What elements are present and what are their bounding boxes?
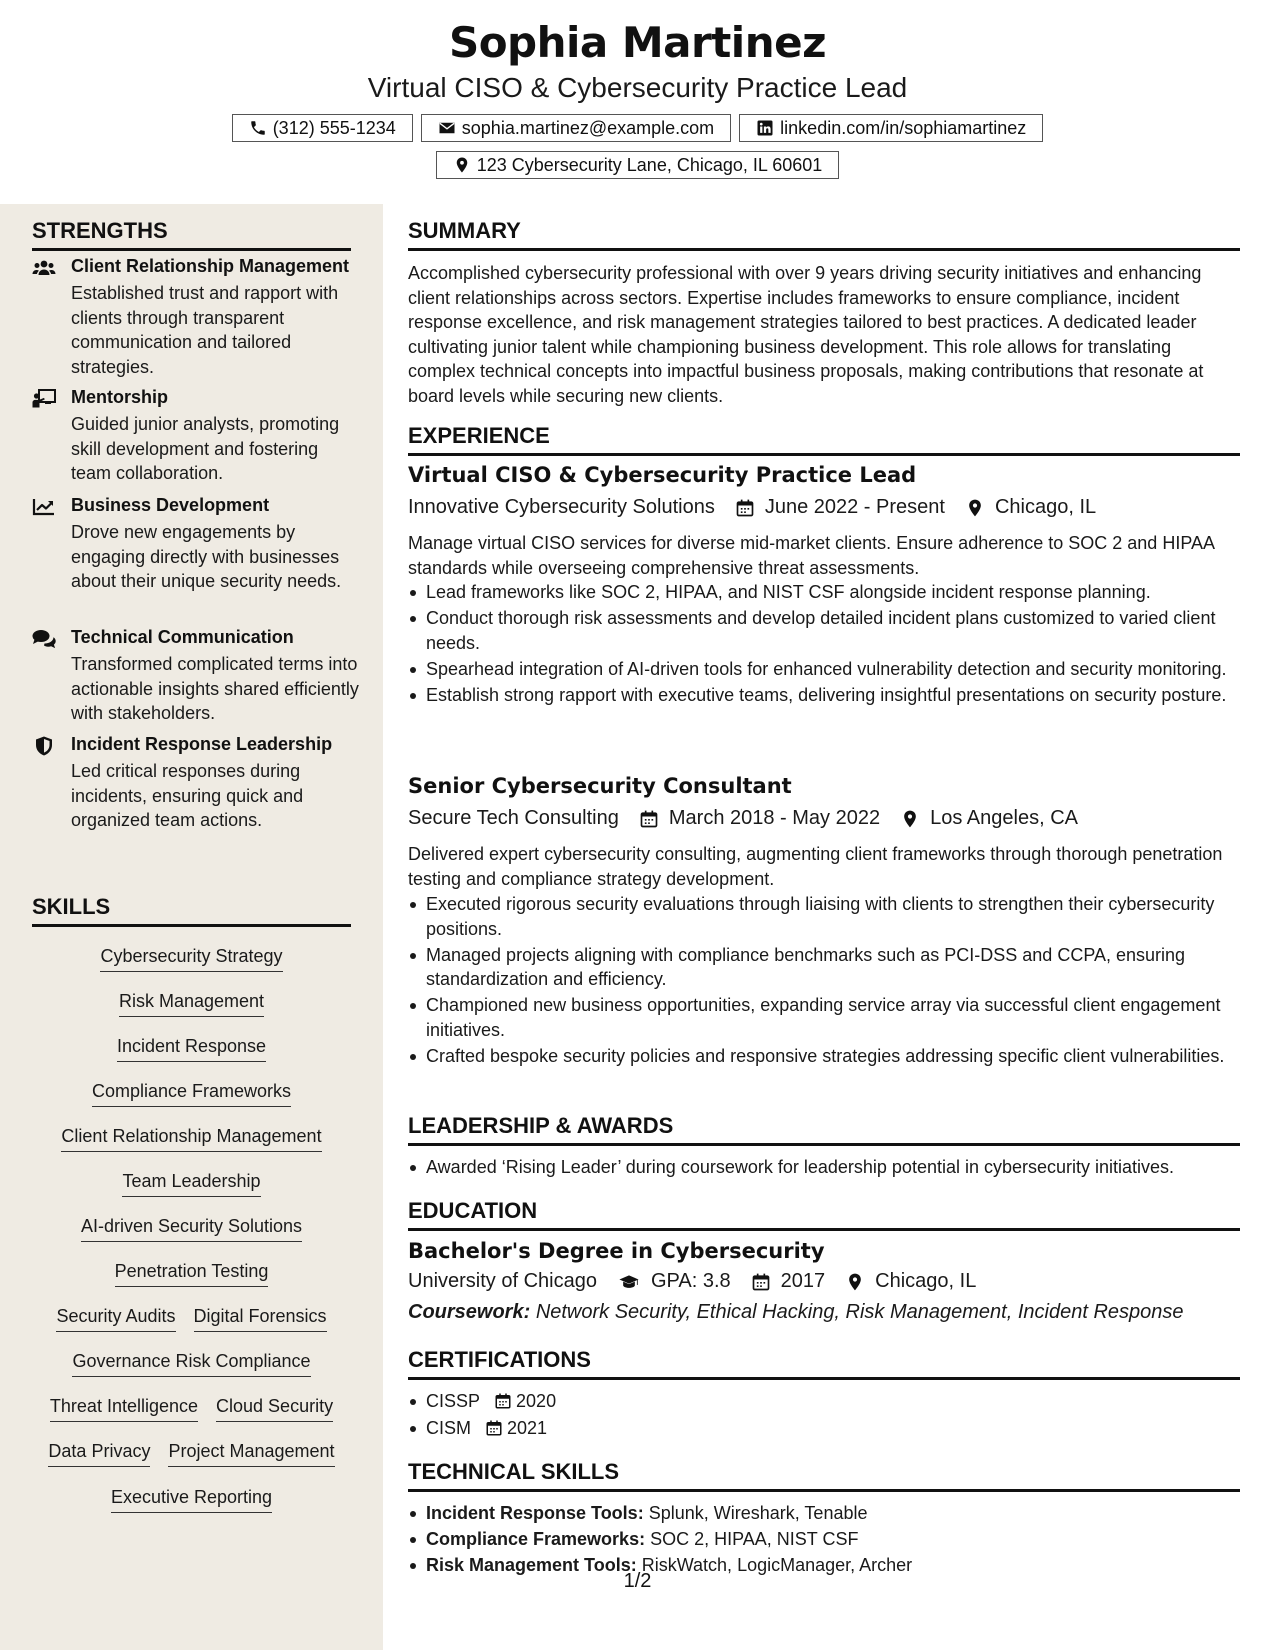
certifications-list [408,1389,1240,1442]
job-dates: June 2022 - Present [764,496,945,518]
job-bullet: Establish strong rapport with executive teams, delivering insightful presentations on security posture. [426,683,1240,708]
certification-item [426,1416,1240,1441]
skill-tag: Governance Risk Compliance [72,1351,310,1377]
calendar-icon [494,1392,512,1410]
contact-row [0,114,1275,142]
summary-heading: SUMMARY [408,218,1240,251]
strength-title: Technical Communication [71,627,294,647]
job-dates: March 2018 - May 2022 [668,807,881,829]
users-icon [32,258,56,278]
job-bullet: Conduct thorough risk assessments and develop detailed incident plans customized to varied client needs. [426,606,1240,655]
skill-tag: Compliance Frameworks [92,1081,291,1107]
leadership-list [408,1155,1240,1181]
job-bullets [408,580,1240,709]
coursework-label: Coursework: [408,1301,531,1323]
phone-chip[interactable] [232,114,413,142]
candidate-title: Virtual CISO & Cybersecurity Practice Lead [367,72,908,103]
linkedin-icon [756,119,774,137]
phone-text: (312) 555-1234 [272,117,396,138]
map-marker-icon [845,1272,865,1292]
skill-tag: Digital Forensics [194,1306,327,1332]
skill-tag: Data Privacy [48,1441,150,1467]
certification-name: CISSP [426,1391,481,1411]
linkedin-chip[interactable] [739,114,1043,142]
strength-title: Incident Response Leadership [71,734,333,754]
map-marker-icon [965,498,985,518]
certifications-heading: CERTIFICATIONS [408,1347,1240,1380]
certification-name: CISM [426,1417,471,1438]
job-bullet: Executed rigorous security evaluations through liaising with clients to strengthen their cybersecurity positions. [426,892,1240,941]
skill-tag: AI-driven Security Solutions [81,1216,302,1242]
phone-icon [249,119,267,137]
envelope-icon [438,119,456,137]
skill-tag: Penetration Testing [115,1261,269,1287]
skill-tag: Security Audits [56,1306,175,1332]
company-name: Innovative Cybersecurity Solutions [408,496,715,518]
education-heading: EDUCATION [408,1198,1240,1231]
technical-skill-value: SOC 2, HIPAA, NIST CSF [650,1529,859,1549]
certification-item [426,1389,1240,1414]
sidebar [0,204,383,1650]
job-meta [408,496,1096,519]
skill-tag: Executive Reporting [111,1487,272,1513]
technical-skill-label: Compliance Frameworks: [426,1529,646,1549]
technical-skill-value: Splunk, Wireshark, Tenable [648,1503,868,1523]
job-bullet: Managed projects aligning with compliance benchmarks such as PCI-DSS and CCPA, ensuring standardization and efficiency. [426,943,1240,992]
technical-skill-label: Risk Management Tools: [426,1555,637,1575]
email-chip[interactable] [421,114,731,142]
gpa: GPA: 3.8 [650,1270,731,1292]
calendar-icon [751,1272,771,1292]
linkedin-text: linkedin.com/in/sophiamartinez [780,117,1027,138]
strength-description: Led critical responses during incidents, ensuring quick and organized team actions. [71,761,304,830]
strength-description: Guided junior analysts, promoting skill development and fostering team collaboration. [71,414,340,483]
leadership-heading: LEADERSHIP & AWARDS [408,1113,1240,1146]
graduation-cap-icon [617,1272,641,1292]
strength-description: Established trust and rapport with clients through transparent communication and tailored strategies. [71,283,339,377]
skill-tag: Incident Response [117,1036,266,1062]
address-text: 123 Cybersecurity Lane, Chicago, IL 60601 [476,154,823,175]
shield-icon [32,736,56,756]
skill-tag: Cybersecurity Strategy [100,946,282,972]
skills-heading: SKILLS [32,894,351,927]
skill-tag: Team Leadership [122,1171,260,1197]
certification-year: 2020 [516,1391,557,1411]
technical-skills-heading: TECHNICAL SKILLS [408,1459,1240,1492]
job-bullet: Lead frameworks like SOC 2, HIPAA, and NIST CSF alongside incident response planning. [426,580,1240,605]
coursework-list: Network Security, Ethical Hacking, Risk Management, Incident Response [535,1301,1184,1323]
education-location: Chicago, IL [875,1270,977,1292]
graduation-year: 2017 [780,1270,826,1292]
job-title: Virtual CISO & Cybersecurity Practice Lead [408,463,917,487]
summary-text: Accomplished cybersecurity professional with over 9 years driving security initiatives and enhancing client relationships across sectors. Expertise includes frameworks to ensure compliance, incident response excellence, and risk management strategies tailored to best practices. A dedicated leader cultivating junior talent while championing business development. This role allows for translating complex technical concepts into impactful business proposals, making contributions that resonate at board levels while securing new clients. [408,263,1204,406]
technical-skill-item [426,1527,1240,1552]
job-location: Chicago, IL [994,496,1097,518]
job-bullet: Championed new business opportunities, expanding service array via successful client engagement initiatives. [426,993,1240,1042]
strength-description: Transformed complicated terms into actionable insights shared efficiently with stakeholders. [71,654,359,723]
comments-icon [32,629,56,649]
job-meta [408,807,1078,830]
contact-row-address [0,151,1275,179]
candidate-name: Sophia Martinez [448,18,827,67]
address-chip[interactable] [436,151,840,179]
skill-tag: Risk Management [119,991,264,1017]
resume-header [0,0,1275,204]
job-bullets [408,892,1240,1070]
job-summary: Manage virtual CISO services for diverse mid-market clients. Ensure adherence to SOC 2 and HIPAA standards while overseeing comprehensive threat assessments. [408,533,1215,578]
strength-title: Mentorship [71,387,168,407]
experience-heading: EXPERIENCE [408,423,1240,456]
award-item: Awarded ‘Rising Leader’ during coursework for leadership potential in cybersecurity initiatives. [426,1155,1240,1180]
line-chart-icon [32,497,56,517]
calendar-icon [735,498,755,518]
degree-title: Bachelor's Degree in Cybersecurity [408,1239,825,1263]
strength-description: Drove new engagements by engaging directly with businesses about their unique security needs. [71,522,342,591]
skill-tag: Cloud Security [216,1396,333,1422]
map-marker-icon [453,156,471,174]
skill-tag: Client Relationship Management [61,1126,321,1152]
technical-skill-label: Incident Response Tools: [426,1503,644,1523]
email-text: sophia.martinez@example.com [461,117,715,138]
certification-year: 2021 [507,1417,548,1438]
job-location: Los Angeles, CA [930,807,1078,829]
technical-skill-item [426,1501,1240,1526]
job-bullet: Spearhead integration of AI-driven tools for enhanced vulnerability detection and security monitoring. [426,657,1240,682]
strength-title: Business Development [71,495,270,515]
page-indicator: 1/2 [623,1570,652,1592]
job-bullet: Crafted bespoke security policies and responsive strategies addressing specific client vulnerabilities. [426,1044,1240,1069]
job-title: Senior Cybersecurity Consultant [408,774,792,798]
strength-title: Client Relationship Management [71,256,350,276]
calendar-icon [639,809,659,829]
skill-tag: Project Management [168,1441,334,1467]
chalkboard-teacher-icon [32,389,56,409]
job-summary: Delivered expert cybersecurity consulting, augmenting client frameworks through thorough penetration testing and compliance strategy development. [408,844,1223,889]
strengths-heading: STRENGTHS [32,218,351,251]
technical-skills-list [408,1501,1240,1579]
map-marker-icon [900,809,920,829]
education-meta [408,1270,976,1293]
technical-skill-value: RiskWatch, LogicManager, Archer [641,1555,913,1575]
coursework [408,1301,1184,1324]
school-name: University of Chicago [408,1270,597,1292]
skill-tag: Threat Intelligence [50,1396,198,1422]
calendar-icon [485,1419,503,1437]
company-name: Secure Tech Consulting [408,807,619,829]
